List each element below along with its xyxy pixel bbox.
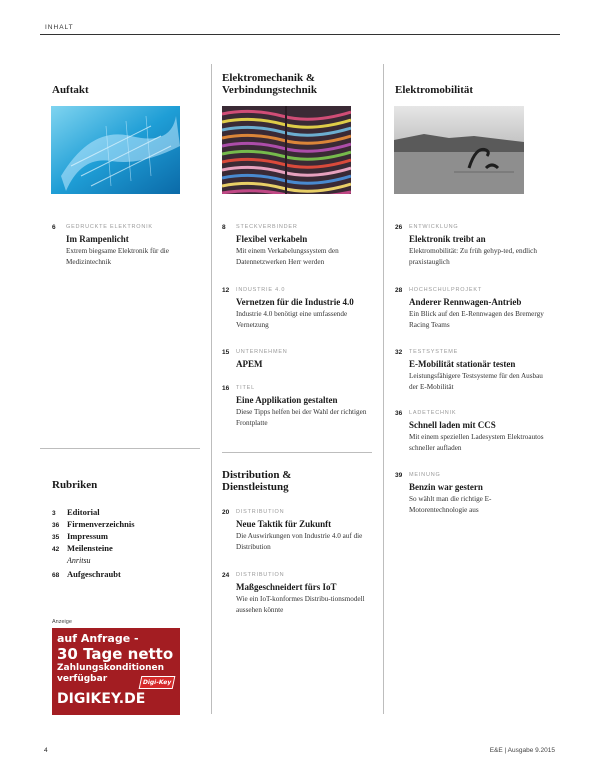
article-description: Wie ein IoT-konformes Distribu-tionsmodell aussehen könnte bbox=[236, 595, 365, 614]
ad-line: 30 Tage netto bbox=[57, 645, 174, 663]
page-number: 42 bbox=[52, 546, 60, 553]
column-divider bbox=[383, 64, 384, 714]
heading-line: Verbindungstechnik bbox=[222, 84, 317, 96]
section-tag: INHALT bbox=[45, 24, 74, 31]
column-heading-rubriken: Rubriken bbox=[52, 479, 98, 491]
category-label: TESTSYSTEME bbox=[409, 349, 459, 355]
rubrik-label: Meilensteine bbox=[67, 543, 113, 553]
page-number: 35 bbox=[52, 534, 60, 541]
rubrik-item-firmenverzeichnis[interactable] bbox=[52, 519, 135, 529]
image-cables bbox=[222, 106, 351, 194]
heading-line: Dienstleistung bbox=[222, 481, 289, 493]
rubrik-label: Aufgeschraubt bbox=[67, 569, 121, 579]
page-number: 12 bbox=[222, 287, 230, 294]
rubrik-label: Impressum bbox=[67, 531, 108, 541]
rubrik-label: Firmenverzeichnis bbox=[67, 519, 135, 529]
rubrik-item-aufgeschraubt[interactable] bbox=[52, 569, 121, 579]
page-number: 39 bbox=[395, 472, 403, 479]
rubrik-sub-anritsu: Anritsu bbox=[67, 556, 91, 565]
article-title: Flexibel verkabeln bbox=[236, 234, 308, 244]
section-divider bbox=[222, 452, 372, 453]
page-number: 36 bbox=[52, 522, 60, 529]
rubrik-label: Editorial bbox=[67, 507, 100, 517]
article-description: Die Auswirkungen von Industrie 4.0 auf die Distribution bbox=[236, 532, 363, 551]
article-title: E-Mobilität stationär testen bbox=[409, 359, 516, 369]
page-number: 15 bbox=[222, 349, 230, 356]
footer-magazine: E&E | Ausgabe 9.2015 bbox=[489, 747, 555, 754]
top-rule bbox=[40, 34, 560, 35]
category-label: DISTRIBUTION bbox=[236, 572, 285, 578]
article-description: Ein Blick auf den E-Rennwagen des Bremergy Racing Teams bbox=[409, 310, 544, 329]
article-title: Neue Taktik für Zukunft bbox=[236, 519, 332, 529]
rubrik-item-impressum[interactable] bbox=[52, 531, 108, 541]
column-heading-elektromechanik bbox=[222, 72, 317, 96]
page-number: 28 bbox=[395, 287, 403, 294]
heading-line: Elektromechanik & bbox=[222, 72, 315, 84]
article-description: Diese Tipps helfen bei der Wahl der richtigen Frontplatte bbox=[236, 408, 367, 427]
article-description: Leistungsfähigere Testsysteme für den Ausbau der E-Mobilität bbox=[409, 372, 543, 391]
article-title: Schnell laden mit CCS bbox=[409, 420, 496, 430]
column-heading-distribution bbox=[222, 469, 291, 493]
category-label: ENTWICKLUNG bbox=[409, 224, 459, 230]
column-divider bbox=[211, 64, 212, 714]
page-number: 26 bbox=[395, 224, 403, 231]
column-heading-auftakt: Auftakt bbox=[52, 84, 89, 96]
page-number: 8 bbox=[222, 224, 226, 231]
article-title: APEM bbox=[236, 359, 263, 369]
digikey-logo: Digi-Key bbox=[139, 676, 176, 689]
ad-label: Anzeige bbox=[52, 619, 72, 625]
article-title: Benzin war gestern bbox=[409, 482, 483, 492]
article-title: Maßgeschneidert fürs IoT bbox=[236, 582, 337, 592]
category-label: LADETECHNIK bbox=[409, 410, 457, 416]
page-number: 24 bbox=[222, 572, 230, 579]
category-label: STECKVERBINDER bbox=[236, 224, 298, 230]
image-lake-monster bbox=[394, 106, 524, 194]
footer-page-number: 4 bbox=[44, 747, 48, 754]
article-description: Elektromobilität: Zu früh gehyp-ted, endlich praxistauglich bbox=[409, 247, 537, 266]
page-number: 16 bbox=[222, 385, 230, 392]
category-label: UNTERNEHMEN bbox=[236, 349, 288, 355]
category-label: MEINUNG bbox=[409, 472, 441, 478]
article-description: Mit einem Verkabelungssystem den Datennetzwerken Herr werden bbox=[236, 247, 339, 266]
ad-line: verfügbar bbox=[57, 674, 108, 684]
article-title: Eine Applikation gestalten bbox=[236, 395, 338, 405]
digikey-ad[interactable] bbox=[52, 628, 180, 715]
category-label: HOCHSCHULPROJEKT bbox=[409, 287, 483, 293]
ad-line: Zahlungskonditionen bbox=[57, 663, 165, 673]
rubrik-item-editorial[interactable] bbox=[52, 507, 100, 517]
section-divider bbox=[40, 448, 200, 449]
page-number: 36 bbox=[395, 410, 403, 417]
article-description: So wählt man die richtige E-Motorentechnologie aus bbox=[409, 495, 492, 514]
page-number: 6 bbox=[52, 224, 56, 231]
category-label: DISTRIBUTION bbox=[236, 509, 285, 515]
ad-url: DIGIKEY.DE bbox=[57, 691, 146, 707]
category-label: TITEL bbox=[236, 385, 255, 391]
article-description: Extrem biegsame Elektronik für die Medizintechnik bbox=[66, 247, 169, 266]
article-description: Mit einem speziellen Ladesystem Elektroautos schneller aufladen bbox=[409, 433, 544, 452]
article-title: Im Rampenlicht bbox=[66, 234, 129, 244]
category-label: GEDRUCKTE ELEKTRONIK bbox=[66, 224, 153, 230]
article-title: Vernetzen für die Industrie 4.0 bbox=[236, 297, 354, 307]
page-number: 68 bbox=[52, 572, 60, 579]
image-bendable-electronics bbox=[51, 106, 180, 194]
category-label: INDUSTRIE 4.0 bbox=[236, 287, 286, 293]
page-number: 3 bbox=[52, 510, 56, 517]
page-number: 20 bbox=[222, 509, 230, 516]
heading-line: Distribution & bbox=[222, 469, 292, 481]
article-title: Anderer Rennwagen-Antrieb bbox=[409, 297, 522, 307]
page-number: 32 bbox=[395, 349, 403, 356]
column-heading-elektromobilitaet: Elektromobilität bbox=[395, 84, 474, 96]
article-title: Elektronik treibt an bbox=[409, 234, 486, 244]
ad-line: auf Anfrage - bbox=[57, 632, 139, 645]
rubrik-item-meilensteine[interactable] bbox=[52, 543, 113, 553]
article-description: Industrie 4.0 benötigt eine umfassende Vernetzung bbox=[236, 310, 348, 329]
